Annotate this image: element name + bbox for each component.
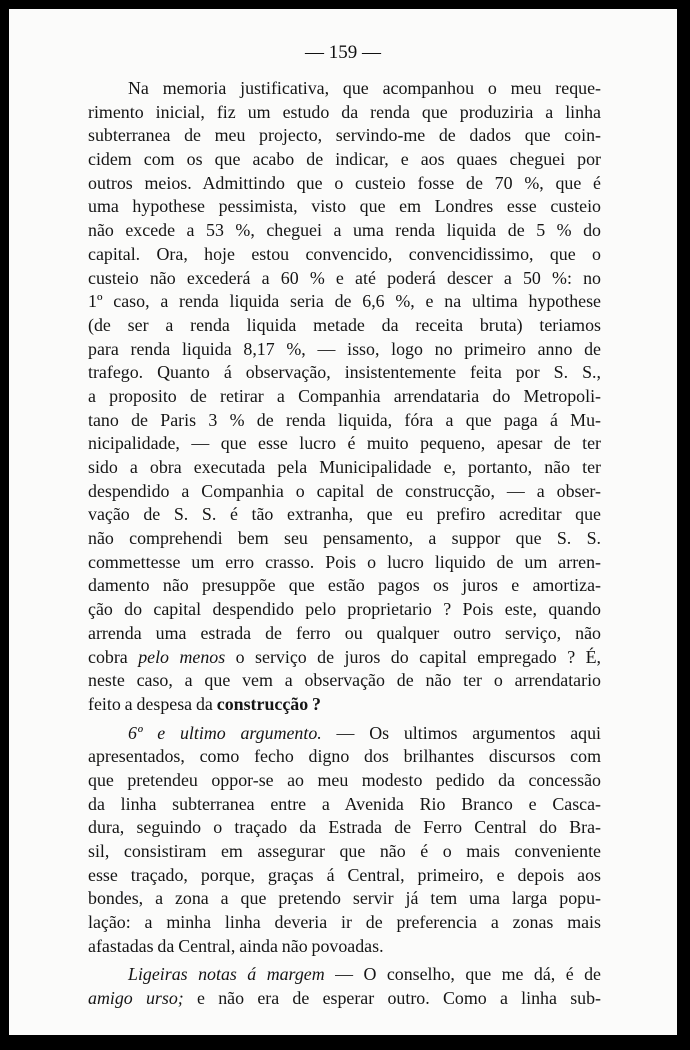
text-line: apresentados, como fecho digno dos brilhantes discursos com <box>88 746 601 767</box>
text-line <box>88 646 601 670</box>
text-line: 1º caso, a renda liquida seria de 6,6 %, e na ultima hypothese <box>88 291 601 312</box>
text-line: trafego. Quanto á observação, insistentemente feita por S. S., <box>88 362 601 383</box>
text-line: cidem com os que acabo de indicar, e aos quaes cheguei por <box>88 149 601 170</box>
text-line: não comprehendi bem seu pensamento, a suppor que S. S. <box>88 528 601 549</box>
text-line: vação de S. S. é tão extranha, que eu prefiro acreditar que <box>88 504 601 525</box>
text-line: lação: a minha linha deveria ir de preferencia a zonas mais <box>88 912 601 933</box>
text-line: arrenda uma estrada de ferro ou qualquer outro serviço, não <box>88 622 601 643</box>
text-line: despendido a Companhia o capital de construcção, — a obser- <box>88 480 601 501</box>
text-line: esse traçado, porque, graças á Central, primeiro, e depois aos <box>88 864 601 885</box>
text-line: a proposito de retirar a Companhia arrendataria do Metropoli- <box>88 385 601 406</box>
text-line: ção do capital despendido pelo proprietario ? Pois este, quando <box>88 599 601 620</box>
text-line: neste caso, a que vem a observação de não ter o arrendatario <box>88 670 601 691</box>
text-line: sil, consistiram em assegurar que não é o mais conveniente <box>88 841 601 861</box>
text-fragment: o serviço de juros do capital empregado ? É, <box>235 646 602 667</box>
paragraph-3 <box>88 963 601 1010</box>
text-line: uma hypothese pessimista, visto que em Londres esse custeio <box>88 196 601 217</box>
text-line: afastadas da Central, ainda não povoadas. <box>88 935 384 956</box>
text-line: da linha subterranea entre a Avenida Rio Branco e Casca- <box>88 793 601 814</box>
text-line: (de ser a renda liquida metade da receita bruta) teriamos <box>88 314 601 335</box>
bold-phrase: construcção ? <box>216 693 321 714</box>
italic-phrase: pelo menos <box>138 646 226 667</box>
text-line: sido a obra executada pela Municipalidade e, portanto, não ter <box>88 457 601 477</box>
italic-heading: Ligeiras notas á margem <box>128 964 325 985</box>
text-fragment: cobra <box>88 646 128 667</box>
text-fragment: feito a despesa da <box>88 693 213 714</box>
text-line <box>88 963 601 987</box>
text-line <box>88 987 601 1011</box>
body-text <box>88 77 601 1011</box>
text-line: commettesse um erro crasso. Pois o lucro liquido de um arren- <box>88 551 601 572</box>
italic-phrase: amigo urso; <box>88 988 184 1009</box>
text-line: bondes, a zona a que pretendo servir já tem uma larga popu- <box>88 888 601 909</box>
text-fragment: — Os ultimos argumentos aqui <box>336 722 601 743</box>
text-line: não excede a 53 %, cheguei a uma renda liquida de 5 % do <box>88 220 601 241</box>
text-line: nicipalidade, — que esse lucro é muito pequeno, apesar de ter <box>88 433 601 454</box>
text-line <box>88 722 601 746</box>
text-line: rimento inicial, fiz um estudo da renda que produziria a linha <box>88 101 601 122</box>
italic-heading: 6º e ultimo argumento. <box>128 722 322 743</box>
text-line: outros meios. Admittindo que o custeio fosse de 70 %, que é <box>88 172 601 193</box>
text-fragment: — O conselho, que me dá, é de <box>335 964 601 985</box>
paragraph-2 <box>88 722 601 959</box>
text-line: dura, seguindo o traçado da Estrada de Ferro Central do Bra- <box>88 817 601 838</box>
text-line: custeio não excederá a 60 % e até poderá descer a 50 %: no <box>88 267 601 288</box>
book-page <box>9 9 677 1035</box>
text-fragment: e não era de esperar outro. Como a linha sub- <box>197 988 602 1009</box>
text-line: que pretendeu oppor-se ao meu modesto pedido da concessão <box>88 769 601 790</box>
text-line: subterranea de meu projecto, servindo-me de dados que coin- <box>88 125 601 146</box>
paragraph-1 <box>88 77 601 717</box>
text-line: damento não presuppõe que estão pagos os juros e amortiza- <box>88 575 601 596</box>
text-line: capital. Ora, hoje estou convencido, convencidissimo, que o <box>88 243 601 264</box>
page-number: — 159 — <box>305 42 381 63</box>
text-line: Na memoria justificativa, que acompanhou o meu reque- <box>128 78 601 98</box>
text-line <box>88 693 601 717</box>
text-line: para renda liquida 8,17 %, — isso, logo no primeiro anno de <box>88 338 601 359</box>
text-line: tano de Paris 3 % de renda liquida, fóra a que paga á Mu- <box>88 409 601 430</box>
